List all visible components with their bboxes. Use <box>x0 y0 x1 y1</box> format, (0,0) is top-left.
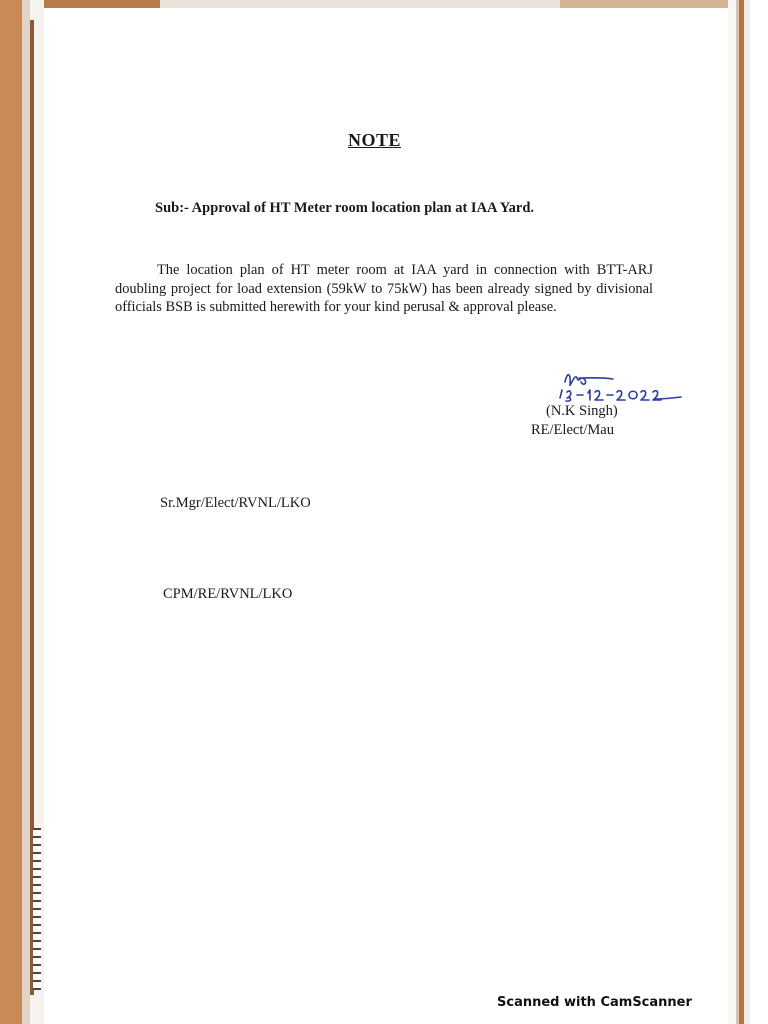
document-page <box>44 8 728 1024</box>
recipient-line: Sr.Mgr/Elect/RVNL/LKO <box>160 495 311 511</box>
handwritten-signature <box>555 368 685 408</box>
signer-designation: RE/Elect/Mau <box>531 422 614 438</box>
desk-background-right <box>728 0 768 1024</box>
desk-background-top <box>0 0 768 8</box>
scanner-watermark: Scanned with CamScanner <box>497 995 692 1010</box>
note-body: The location plan of HT meter room at IAA yard in connection with BTT-ARJ doubling project for load extension (59kW to 75kW) has been already signed by divisional officials BSB is submitted herewith for your kind perusal & approval please. <box>115 262 653 315</box>
signer-name: (N.K Singh) <box>546 403 618 419</box>
page-title: NOTE <box>348 130 402 150</box>
binder-perforations <box>33 828 41 990</box>
subject-line: Sub:- Approval of HT Meter room location plan at IAA Yard. <box>155 200 535 216</box>
recipient-line: CPM/RE/RVNL/LKO <box>163 586 293 602</box>
